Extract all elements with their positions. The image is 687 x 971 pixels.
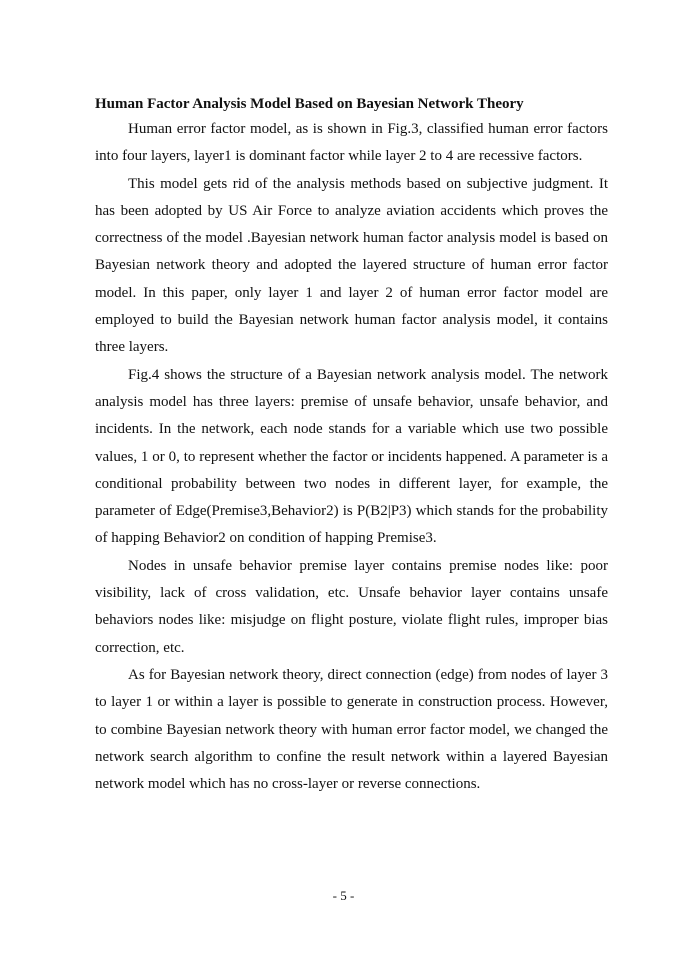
page-number: - 5 - [332,888,355,903]
paragraph-model-adoption: This model gets rid of the analysis methods based on subjective judgment. It has been adopted by US Air Force to analyze aviation accidents which proves the correctness of the model .Bayesian network human factor analysis model is based on Bayesian network theory and adopted the layered structure of human error factor model. In this paper, only layer 1 and layer 2 of human error factor model are employed to build the Bayesian network human factor analysis model, it contains three layers. [95,175,608,356]
paragraph-layer-nodes: Nodes in unsafe behavior premise layer contains premise nodes like: poor visibility, lack of cross validation, etc. Unsafe behavior layer contains unsafe behaviors nodes like: misjudge on flight posture, violate flight rules, improper bias correction, etc. [95,557,608,656]
page-body [95,93,608,798]
paragraph-network-structure: Fig.4 shows the structure of a Bayesian network analysis model. The network analysis model has three layers: premise of unsafe behavior, unsafe behavior, and incidents. In the network, each node stands for a variable which use two possible values, 1 or 0, to represent whether the factor or incidents happened. A parameter is a conditional probability between two nodes in different layer, for example, the parameter of Edge(Premise3,Behavior2) is P(B2|P3) which stands for the probability of happing Behavior2 on condition of happing Premise3. [95,366,608,547]
paragraph-model-layers: Human error factor model, as is shown in Fig.3, classified human error factors into four layers, layer1 is dominant factor while layer 2 to 4 are recessive factors. [95,121,608,165]
section-title: Human Factor Analysis Model Based on Bayesian Network Theory [95,96,524,112]
paragraph-search-algorithm: As for Bayesian network theory, direct connection (edge) from nodes of layer 3 to layer 1 or within a layer is possible to generate in construction process. However, to combine Bayesian network theory with human error factor model, we changed the network search algorithm to confine the result network within a layered Bayesian network model which has no cross-layer or reverse connections. [95,666,608,793]
